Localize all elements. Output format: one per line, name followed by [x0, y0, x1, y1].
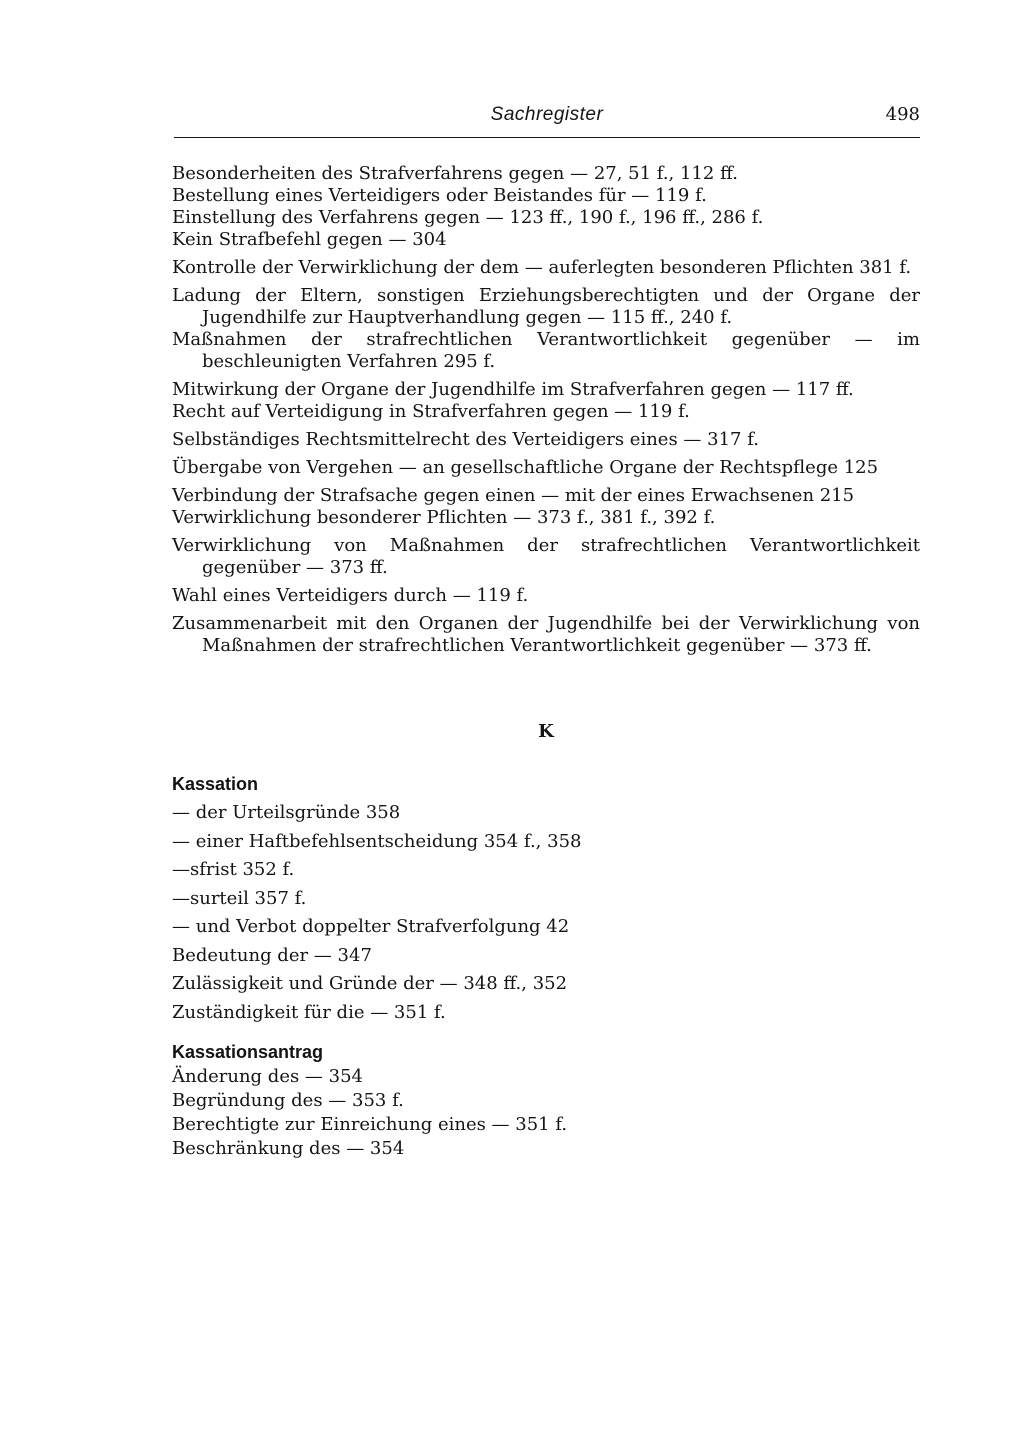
sub-entry: Bedeutung der — 347 — [172, 944, 372, 966]
index-entry: Übergabe von Vergehen — an gesellschaftliche Organe der Rechtspflege 125 — [172, 457, 879, 478]
index-entry: Selbständiges Rechtsmittelrecht des Verteidigers eines — 317 f. — [172, 429, 759, 450]
sub-entry: — und Verbot doppelter Strafverfolgung 42 — [172, 916, 570, 937]
index-entry: Verbindung der Strafsache gegen einen — mit der eines Erwachsenen 215 — [172, 485, 855, 506]
kassation-block — [172, 773, 920, 1027]
index-entry: Einstellung des Verfahrens gegen — 123 ff., 190 f., 196 ff., 286 f. — [172, 207, 764, 228]
index-entry: Kontrolle der Verwirklichung der dem — auferlegten besonderen Pflichten 381 f. — [172, 257, 912, 278]
index-column — [172, 163, 920, 1161]
index-entry: Verwirklichung besonderer Pflichten — 373 f., 381 f., 392 f. — [172, 507, 716, 528]
page-number: 498 — [885, 104, 920, 125]
header-rule — [174, 137, 920, 138]
index-entry: Zusammenarbeit mit den Organen der Jugendhilfe bei der Verwirklichung von Maßnahmen der strafrechtlichen Verantwortlichkeit gegenüber — 373 ff. — [172, 613, 920, 656]
sub-entry: —surteil 357 f. — [172, 887, 307, 909]
index-entry: Bestellung eines Verteidigers oder Beistandes für — 119 f. — [172, 185, 707, 206]
index-entry: Kein Strafbefehl gegen — 304 — [172, 229, 447, 250]
kassationsantrag-block — [172, 1041, 920, 1161]
sub-entry: Zuständigkeit für die — 351 f. — [172, 1001, 446, 1023]
index-entry: Recht auf Verteidigung in Strafverfahren gegen — 119 f. — [172, 401, 690, 422]
running-head-title: Sachregister — [490, 104, 604, 125]
index-entry: Wahl eines Verteidigers durch — 119 f. — [172, 585, 529, 606]
index-entry: Besonderheiten des Strafverfahrens gegen — 27, 51 f., 112 ff. — [172, 163, 738, 184]
section-letter: K — [538, 721, 554, 742]
index-entry: Verwirklichung von Maßnahmen der strafrechtlichen Verantwortlichkeit gegenüber — 373 ff. — [172, 535, 920, 578]
sub-entry: — einer Haftbefehlsentscheidung 354 f., 358 — [172, 830, 582, 852]
index-entry: Mitwirkung der Organe der Jugendhilfe im Strafverfahren gegen — 117 ff. — [172, 379, 854, 400]
sub-entry: Begründung des — 353 f. — [172, 1090, 404, 1111]
index-entry: Maßnahmen der strafrechtlichen Verantwortlichkeit gegenüber — im beschleunigten Verfahren 295 f. — [172, 329, 920, 372]
running-head — [174, 104, 920, 128]
lemma-heading: Kassationsantrag — [172, 1042, 324, 1062]
sub-entry: — der Urteilsgründe 358 — [172, 802, 401, 823]
sub-entry: Berechtigte zur Einreichung eines — 351 f. — [172, 1114, 568, 1135]
index-entry: Ladung der Eltern, sonstigen Erziehungsberechtigten und der Organe der Jugendhilfe zur Hauptverhandlung gegen — 115 ff., 240 f. — [172, 285, 920, 328]
lemma-heading: Kassation — [172, 774, 259, 794]
sub-entry: Zulässigkeit und Gründe der — 348 ff., 352 — [172, 973, 568, 994]
sub-entry: Änderung des — 354 — [172, 1066, 364, 1087]
sub-entry: —sfrist 352 f. — [172, 859, 295, 880]
sub-entry: Beschränkung des — 354 — [172, 1138, 405, 1159]
